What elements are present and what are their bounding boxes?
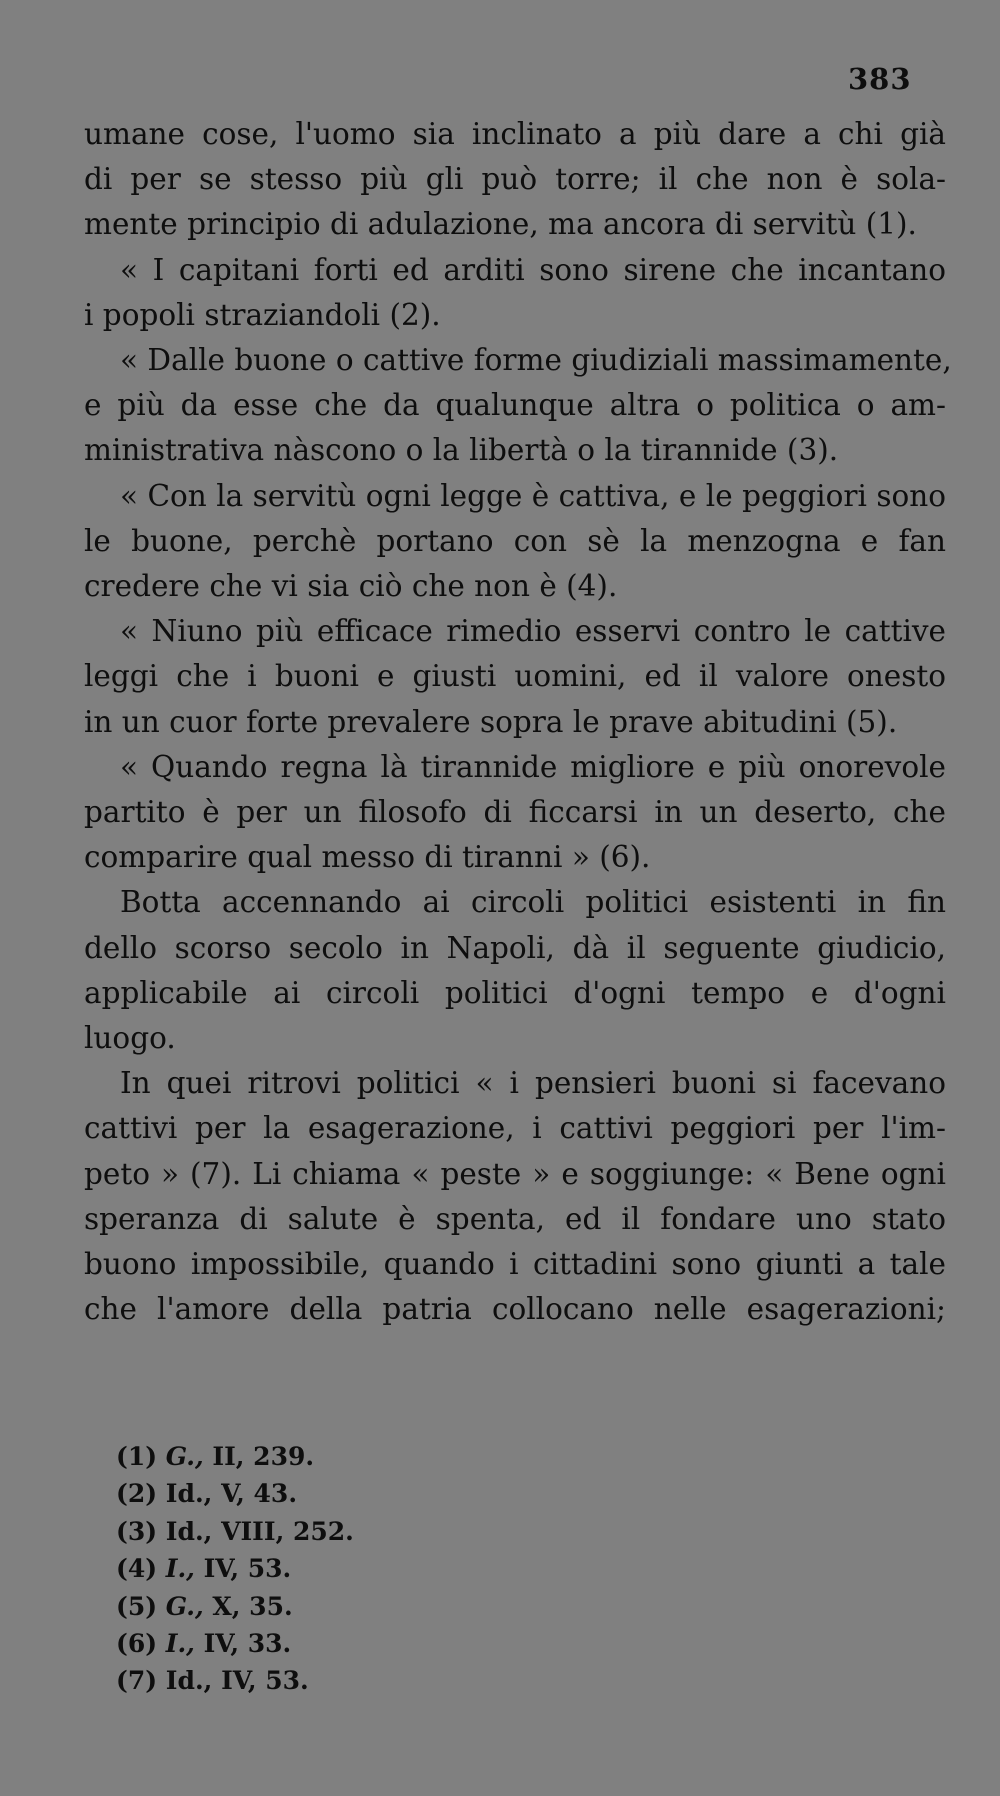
footnote bbox=[116, 1475, 354, 1512]
text-line: e più da esse che da qualunque altra o politica o am- bbox=[84, 388, 946, 423]
footnote-number: (1) bbox=[116, 1442, 158, 1471]
body-text bbox=[84, 112, 952, 1332]
footnote-number: (5) bbox=[116, 1591, 158, 1621]
footnote-source: I., bbox=[165, 1554, 195, 1584]
text-line: cattivi per la esagerazione, i cattivi peggiori per l'im- bbox=[84, 1111, 946, 1146]
footnote-reference: V, 43. bbox=[221, 1479, 298, 1509]
text-line: dello scorso secolo in Napoli, dà il seguente giudicio, bbox=[84, 930, 946, 965]
footnote-reference: II, 239. bbox=[212, 1442, 315, 1471]
text-line: credere che vi sia ciò che non è (4). bbox=[84, 569, 618, 604]
text-line: Botta accennando ai circoli politici esistenti in fin bbox=[120, 885, 946, 920]
footnote-reference: IV, 33. bbox=[203, 1629, 292, 1659]
text-line: « Quando regna là tirannide migliore e più onorevole bbox=[120, 749, 946, 784]
footnote-source: I., bbox=[165, 1629, 195, 1659]
text-line: comparire qual messo di tiranni » (6). bbox=[84, 840, 651, 875]
text-line: « I capitani forti ed arditi sono sirene che incantano bbox=[120, 252, 946, 287]
text-line: mente principio di adulazione, ma ancora di servitù (1). bbox=[84, 207, 917, 242]
footnote bbox=[116, 1662, 354, 1699]
footnotes bbox=[116, 1438, 354, 1700]
text-line: leggi che i buoni e giusti uomini, ed il valore onesto bbox=[84, 659, 946, 694]
text-line: applicabile ai circoli politici d'ogni tempo e d'ogni bbox=[84, 975, 946, 1010]
footnote-source: G., bbox=[165, 1591, 204, 1621]
footnote-reference: X, 35. bbox=[212, 1591, 293, 1621]
footnote bbox=[116, 1625, 354, 1662]
text-line: In quei ritrovi politici « i pensieri buoni si facevano bbox=[120, 1066, 946, 1101]
text-line: speranza di salute è spenta, ed il fondare uno stato bbox=[84, 1201, 946, 1236]
footnote-number: (4) bbox=[116, 1554, 158, 1584]
text-line: luogo. bbox=[84, 1021, 176, 1056]
text-line: « Niuno più efficace rimedio esservi contro le cattive bbox=[120, 614, 946, 649]
footnote bbox=[116, 1550, 354, 1587]
footnote bbox=[116, 1513, 354, 1550]
footnote-number: (7) bbox=[116, 1666, 158, 1696]
text-line: di per se stesso più gli può torre; il che non è sola- bbox=[84, 162, 946, 197]
text-line: ministrativa nàscono o la libertà o la tirannide (3). bbox=[84, 433, 839, 468]
footnote bbox=[116, 1588, 354, 1625]
footnote-number: (2) bbox=[116, 1479, 158, 1509]
text-line: buono impossibile, quando i cittadini sono giunti a tale bbox=[84, 1247, 946, 1282]
footnote-source: Id., bbox=[165, 1666, 213, 1696]
footnote-source: G., bbox=[165, 1442, 204, 1471]
footnote-number: (6) bbox=[116, 1629, 158, 1659]
footnote-source: Id., bbox=[165, 1516, 213, 1546]
text-line: umane cose, l'uomo sia inclinato a più dare a chi già bbox=[84, 117, 946, 151]
page-number: 383 bbox=[848, 62, 912, 96]
text-line: « Con la servitù ogni legge è cattiva, e le peggiori sono bbox=[120, 478, 946, 513]
footnote-reference: IV, 53. bbox=[203, 1554, 292, 1584]
text-line: le buone, perchè portano con sè la menzogna e fan bbox=[84, 523, 946, 558]
text-line: che l'amore della patria collocano nelle esagerazioni; bbox=[84, 1292, 946, 1327]
footnote-number: (3) bbox=[116, 1516, 158, 1546]
text-line: i popoli straziandoli (2). bbox=[84, 297, 441, 332]
text-line: in un cuor forte prevalere sopra le prave abitudini (5). bbox=[84, 704, 898, 739]
text-line: peto » (7). Li chiama « peste » e soggiunge: « Bene ogni bbox=[84, 1156, 946, 1191]
footnote-reference: IV, 53. bbox=[221, 1666, 309, 1696]
footnote-source: Id., bbox=[165, 1479, 213, 1509]
text-line: partito è per un filosofo di ficcarsi in un deserto, che bbox=[84, 795, 946, 830]
footnote-reference: VIII, 252. bbox=[221, 1516, 354, 1546]
footnote bbox=[116, 1438, 354, 1475]
text-line: « Dalle buone o cattive forme giudiziali massimamente, bbox=[120, 343, 952, 378]
